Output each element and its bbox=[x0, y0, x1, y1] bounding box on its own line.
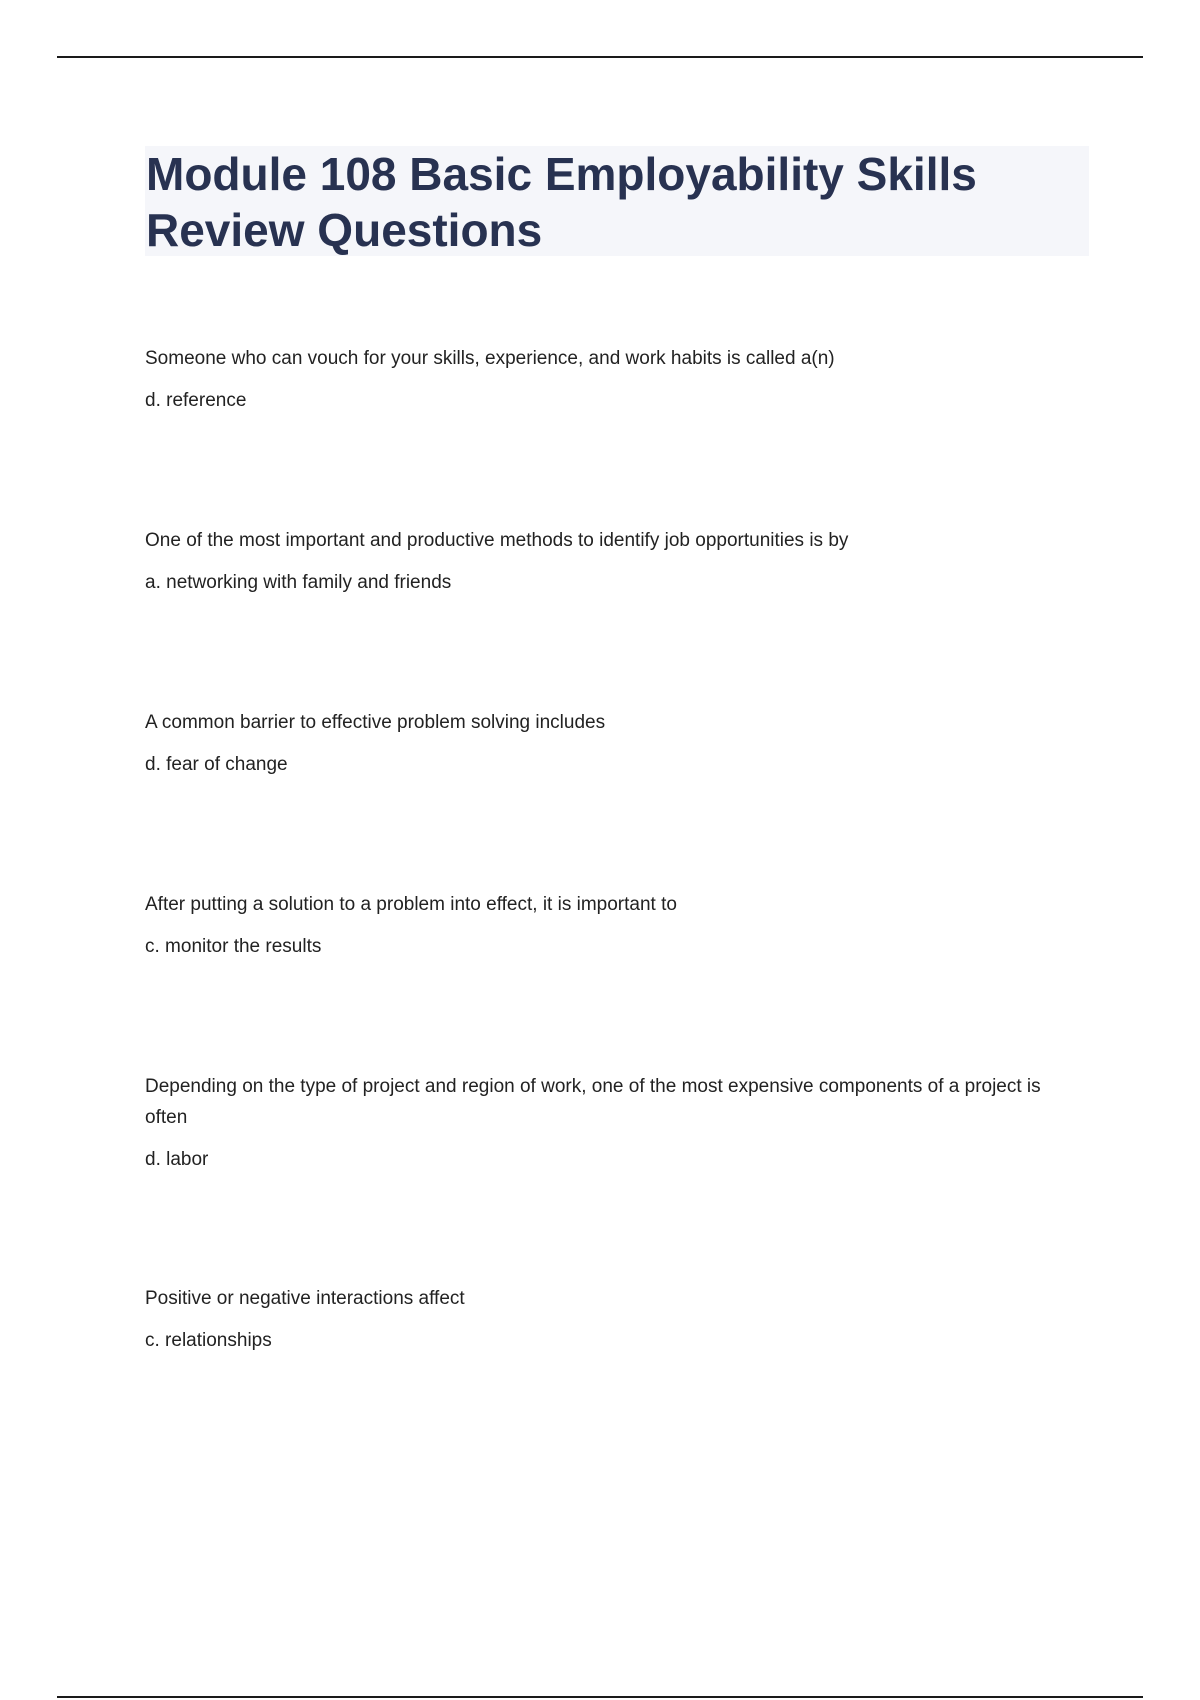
answer-text: d. labor bbox=[145, 1149, 209, 1170]
question-text: One of the most important and productive methods to identify job opportunities is by bbox=[145, 530, 849, 551]
header-rule bbox=[57, 56, 1143, 58]
question-text: Positive or negative interactions affect bbox=[145, 1288, 465, 1309]
document-title: Module 108 Basic Employability Skills Review Questions bbox=[146, 148, 977, 256]
answer-text: a. networking with family and friends bbox=[145, 572, 452, 593]
answer-text: d. reference bbox=[145, 390, 247, 411]
qa-item bbox=[145, 1071, 1065, 1174]
question-text: Depending on the type of project and region of work, one of the most expensive components of a project is often bbox=[145, 1076, 1041, 1128]
question-text: Someone who can vouch for your skills, experience, and work habits is called a(n) bbox=[145, 348, 835, 369]
answer-text: d. fear of change bbox=[145, 754, 288, 775]
question-text: A common barrier to effective problem solving includes bbox=[145, 712, 606, 733]
qa-item bbox=[145, 707, 1065, 779]
qa-item bbox=[145, 889, 1065, 961]
qa-item bbox=[145, 525, 1065, 597]
question-text: After putting a solution to a problem into effect, it is important to bbox=[145, 894, 677, 915]
answer-text: c. monitor the results bbox=[145, 936, 322, 957]
qa-item bbox=[145, 1283, 1065, 1355]
footer-rule bbox=[57, 1696, 1143, 1698]
answer-text: c. relationships bbox=[145, 1330, 272, 1351]
qa-item bbox=[145, 343, 1065, 415]
